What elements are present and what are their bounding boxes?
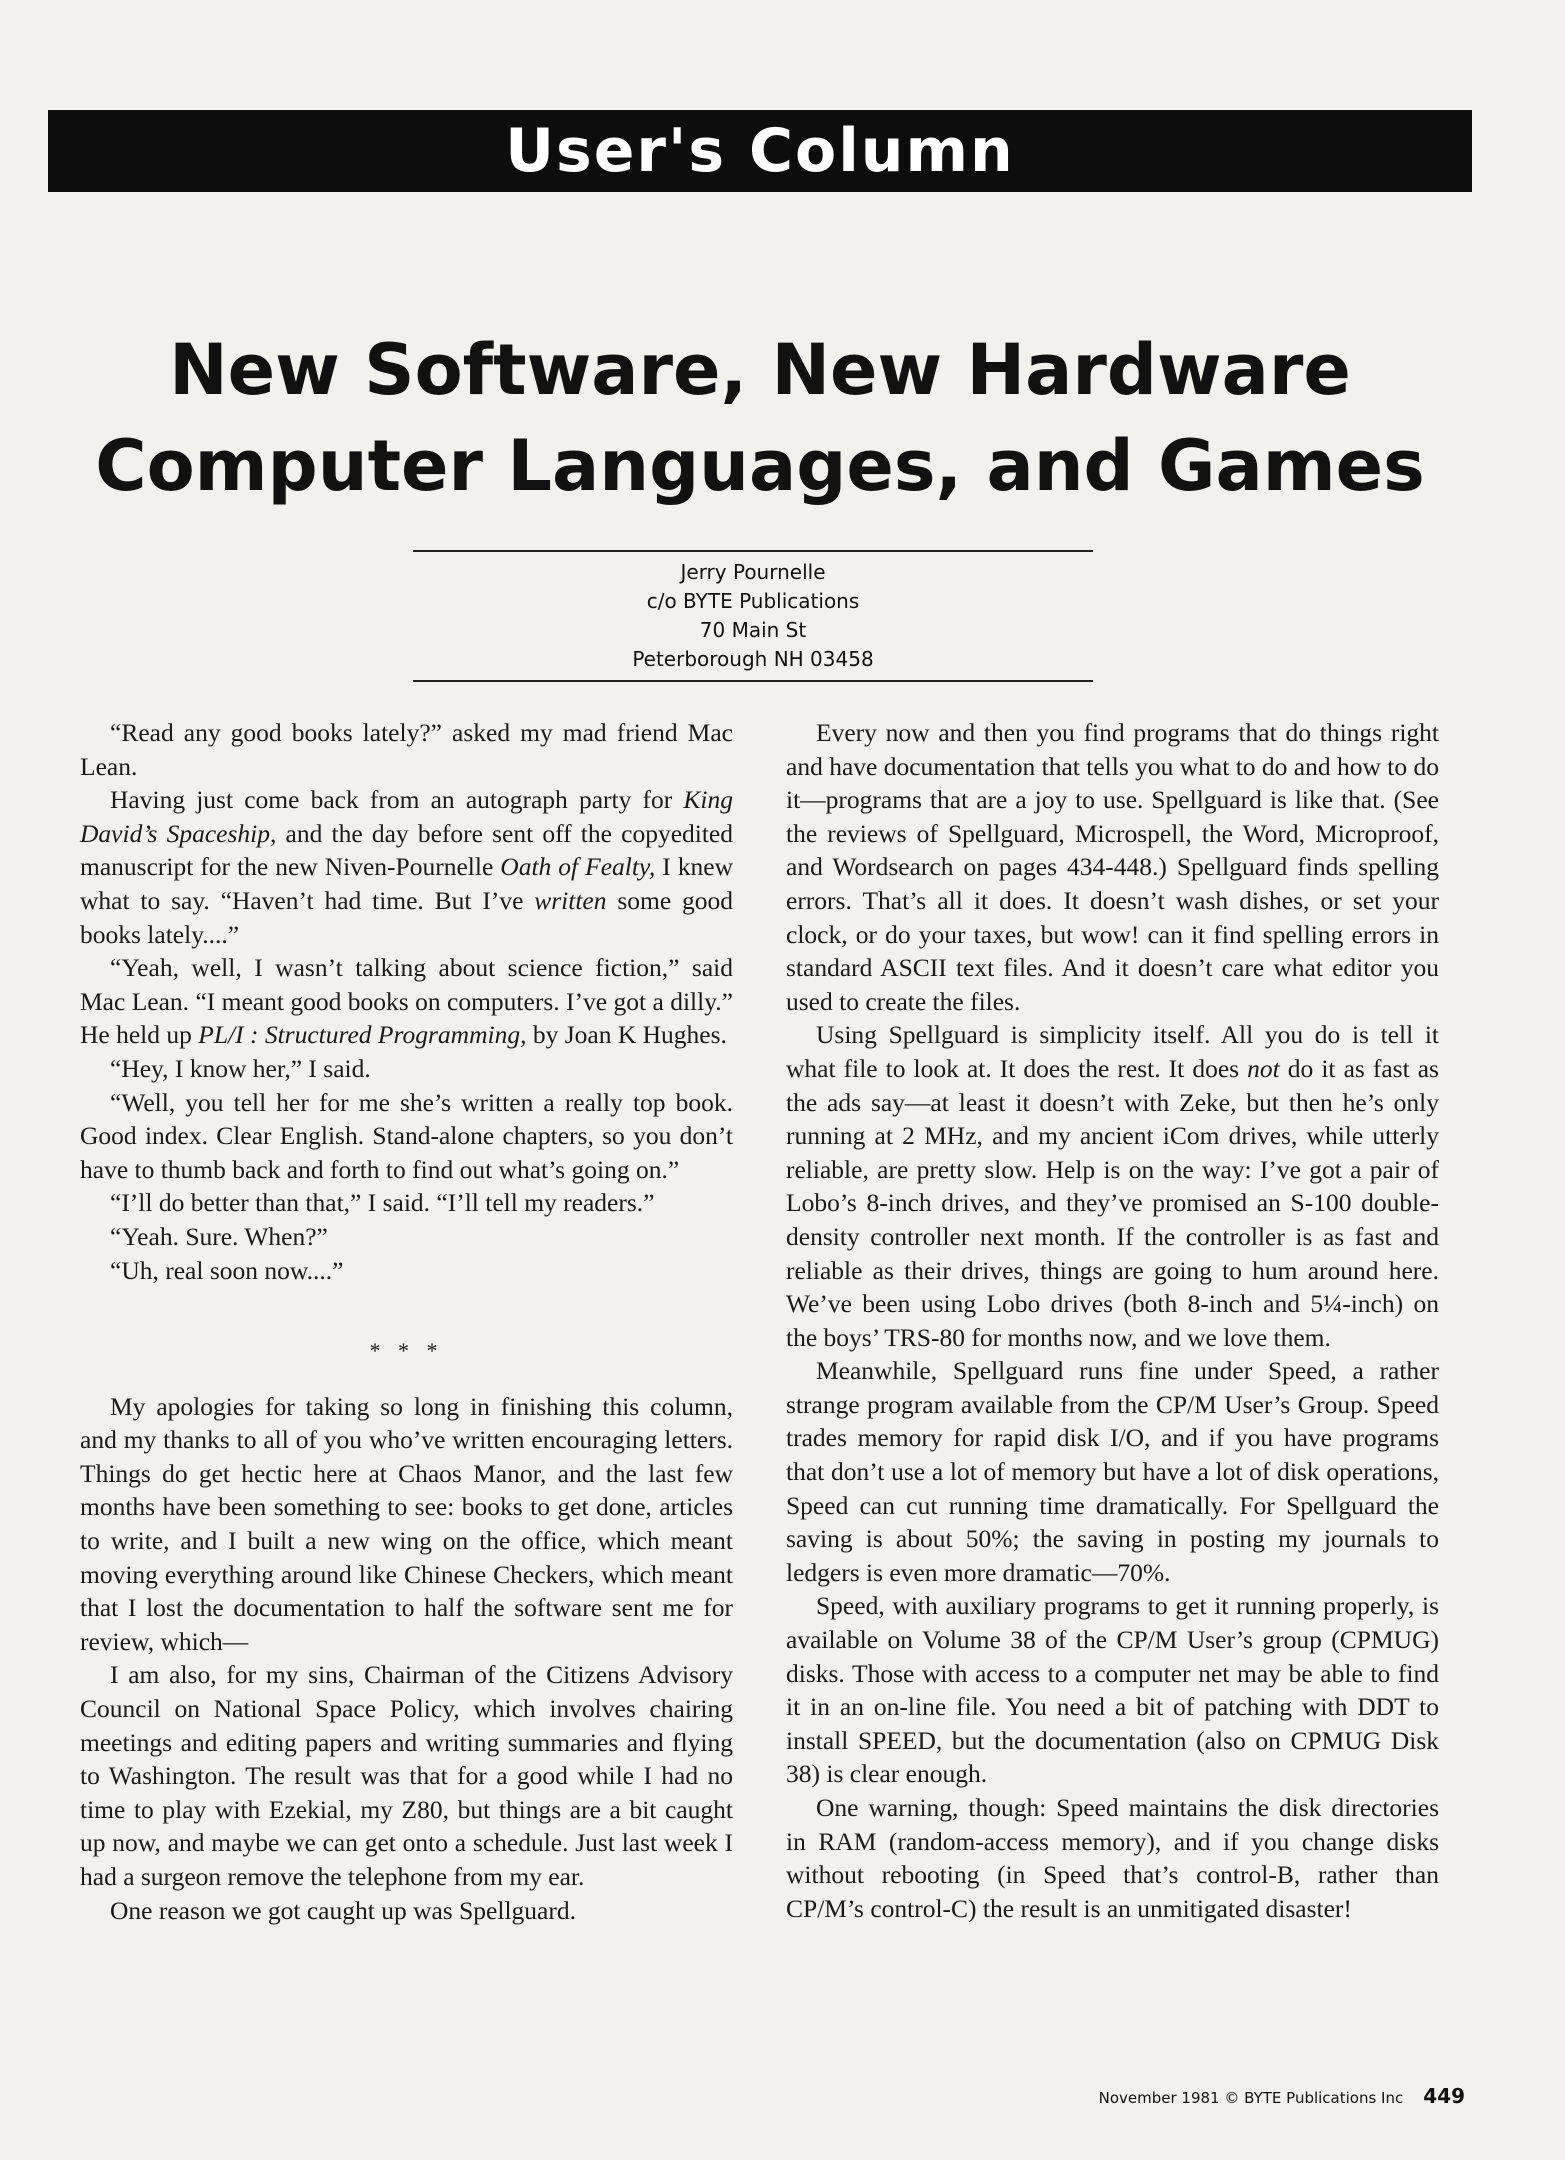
paragraph: “Well, you tell her for me she’s written a really top book. Good index. Clear English. Stand-alone chapters, so you don’t have to thumb back and forth to find out what’s going on.” [80, 1087, 733, 1184]
paragraph: “Hey, I know her,” I said. [110, 1053, 371, 1083]
paragraph: “Uh, real soon now....” [110, 1255, 344, 1285]
author-city: Peterborough NH 03458 [632, 647, 874, 671]
column-banner [48, 110, 1472, 192]
page-number: 449 [1423, 2084, 1465, 2108]
title-line-1: New Software, New Hardware [169, 329, 1351, 411]
byline-rule-bottom [413, 680, 1093, 682]
paragraph: Every now and then you find programs that do things right and have documentation that tells you what to do and how to do it—programs that are a joy to use. Spellguard is like that. (See the reviews of Spellguard, Microspell, the Word, Microproof, and Wordsearch on pages 434-448.) Spellguard finds spelling errors. That’s all it does. It doesn’t wash dishes, or set your clock, or do your taxes, but wow! can it find spelling errors in standard ASCII text files. And it doesn’t care what editor you used to create the files. [786, 718, 1439, 1016]
author-name: Jerry Pournelle [680, 560, 826, 584]
paragraph: Having just come back from an autograph party for King David’s Spaceship, and the day before sent off the copyedited manuscript for the new Niven-Pournelle Oath of Fealty, I knew what to say. “Haven’t had time. But I’ve written some good books lately....” [80, 785, 734, 949]
byline-rule-top [413, 550, 1093, 552]
paragraph: Meanwhile, Spellguard runs fine under Speed, a rather strange program available from the CP/M User’s Group. Speed trades memory for rapid disk I/O, and if you have programs that don’t use a lot of memory but have a lot of disk operations, Speed can cut running time dramatically. For Spellguard the saving is about 50%; the saving in posting my journals to ledgers is even more dramatic—70%. [786, 1356, 1439, 1587]
paragraph: One reason we got caught up was Spellguard. [110, 1895, 576, 1925]
paragraph: Speed, with auxiliary programs to get it running properly, is available on Volume 38 of the CP/M User’s group (CPMUG) disks. Those with access to a computer net may be able to find it in an on-line file. You need a bit of patching with DDT to install SPEED, but the documentation (also on CPMUG Disk 38) is clear enough. [786, 1591, 1439, 1789]
right-column [786, 716, 1439, 1925]
paragraph: Using Spellguard is simplicity itself. All you do is tell it what file to look at. It does the rest. It does not do it as fast as the ads say—at least it doesn’t with Zeke, but then he’s only running at 2 MHz, and my ancient iCom drives, while utterly reliable, are pretty slow. Help is on the way: I’ve got a pair of Lobo’s 8-inch drives, and they’ve promised an S-100 double-density controller next month. If the controller is as fast and reliable as their drives, things are going to hum around here. We’ve been using Lobo drives (both 8-inch and 5¼-inch) on the boys’ TRS-80 for months now, and we love them. [786, 1020, 1439, 1352]
author-byline [413, 558, 1093, 674]
page-footer [1099, 2084, 1465, 2108]
article-title [48, 322, 1472, 514]
paragraph: “I’ll do better than that,” I said. “I’ll tell my readers.” [110, 1188, 655, 1218]
paragraph: “Yeah, well, I wasn’t talking about science fiction,” said Mac Lean. “I meant good books on computers. I’ve got a dilly.” He held up PL/I : Structured Programming, by Joan K Hughes. [80, 953, 733, 1050]
issue-credit: November 1981 © BYTE Publications Inc [1098, 2089, 1404, 2107]
paragraph: I am also, for my sins, Chairman of the Citizens Advisory Council on National Space Policy, which involves chairing meetings and editing papers and writing summaries and flying to Washington. The result was that for a good while I had no time to play with Ezekial, my Z80, but things are a bit caught up now, and maybe we can get onto a schedule. Just last week I had a surgeon remove the telephone from my ear. [80, 1660, 733, 1891]
paragraph: My apologies for taking so long in finishing this column, and my thanks to all of you who’ve written encouraging letters. Things do get hectic here at Chaos Manor, and the last few months have been something to see: books to get done, articles to write, and I built a new wing on the office, which meant moving everything around like Chinese Checkers, which meant that I lost the documentation to half the software sent me for review, which— [80, 1391, 733, 1656]
paragraph: One warning, though: Speed maintains the disk directories in RAM (random-access memory), and if you change disks without rebooting (in Speed that’s control-B, rather than CP/M’s control-C) the result is an unmitigated disaster! [786, 1793, 1439, 1923]
title-line-2: Computer Languages, and Games [95, 425, 1425, 507]
banner-label: User's Column [505, 116, 1015, 186]
section-separator: * * * [369, 1338, 444, 1364]
paragraph: “Yeah. Sure. When?” [110, 1221, 328, 1251]
paragraph: “Read any good books lately?” asked my mad friend Mac Lean. [80, 718, 733, 781]
left-column [80, 716, 733, 1927]
author-street: 70 Main St [699, 618, 807, 642]
author-org: c/o BYTE Publications [646, 589, 860, 613]
